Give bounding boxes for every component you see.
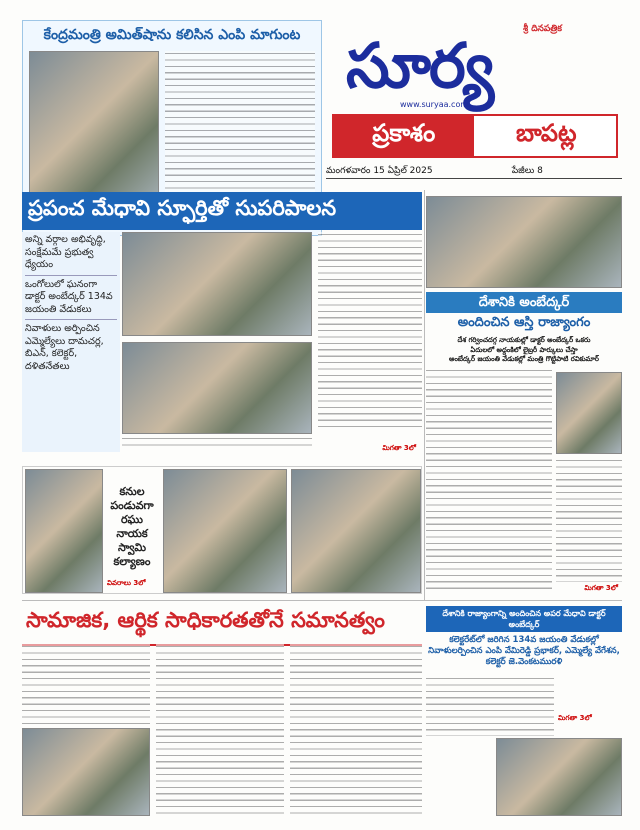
- page-count: పేజీలు 8: [511, 166, 543, 176]
- main-continued: మిగతా 3లో: [382, 444, 416, 452]
- ambedkar-story: [426, 196, 622, 596]
- ambedkar-photo-1: [426, 196, 622, 288]
- social-body-col-1: [22, 644, 150, 724]
- dateline: [326, 166, 622, 178]
- edition-right: బాపట్ల: [477, 116, 617, 156]
- suryaa-logo: సూర్య: [346, 29, 493, 102]
- sidebar-point-2: ఒంగోలులో ఘనంగా డాక్టర్ అంబేద్కర్ 134వ జయంతి వేడుకలు: [25, 278, 113, 315]
- main-sidebar: [22, 232, 120, 452]
- collectorate-continued: మిగతా 3లో: [558, 714, 592, 722]
- issue-date: మంగళవారం 15 ఏప్రిల్ 2025: [326, 166, 433, 176]
- ambedkar-headline-2: అందించిన ఆస్తి రాజ్యాంగం: [457, 315, 591, 330]
- kalyanam-caption: కనుల పండువగా రఘు నాయక స్వామి కల్యాణం: [110, 485, 154, 568]
- ambedkar-continued: మిగతా 3లో: [584, 584, 618, 592]
- edition-left: ప్రకాశం: [334, 116, 477, 156]
- ambedkar-photo-2: [556, 372, 622, 454]
- sidebar-divider: [25, 275, 117, 276]
- sidebar-point-3: నివాళులు అర్పించిన ఎమ్మెల్యేలు దామచర్ల, బిఎన్, కలెక్టర్, దళితనేతలు: [25, 323, 104, 372]
- amit-shah-headline: కేంద్రమంత్రి అమిత్‌షాను కలిసిన ఎంపి మాగుంట: [43, 27, 301, 43]
- column-rule: [424, 190, 425, 600]
- social-body-col-3: [290, 644, 422, 814]
- ambedkar-subhead-1: దేశ గర్వించదగ్గ నాయకుల్లో డాక్టర్ అంబేద్కర్ ఒకరు: [457, 336, 591, 344]
- collectorate-headline-1: దేశానికి రాజ్యాంగాన్ని అందించిన అపర మేధావి డాక్టర్ అంబేద్కర్: [426, 606, 622, 632]
- kalyanam-photo-2: [163, 469, 287, 593]
- ambedkar-body: [426, 368, 552, 592]
- kalyanam-story: [22, 466, 422, 594]
- dateline-rule: [326, 178, 622, 179]
- ambedkar-subheads: [426, 336, 622, 365]
- section-rule: [22, 600, 622, 601]
- amit-shah-photo: [29, 51, 159, 211]
- main-photo-caption: [122, 436, 312, 450]
- sidebar-divider: [25, 319, 117, 320]
- masthead-url: www.suryaa.com: [400, 100, 469, 109]
- main-photo-2: [122, 342, 312, 434]
- social-body-col-2: [156, 644, 284, 814]
- kalyanam-photo-3: [291, 469, 421, 593]
- masthead: [326, 20, 622, 158]
- sidebar-point-1: అన్ని వర్గాల అభివృద్ధి, సంక్షేమమే ప్రభుత్వ ధ్యేయం: [25, 234, 106, 270]
- main-body: [318, 232, 422, 432]
- ambedkar-subhead-2: ఏదులలో అద్దంకిలో లైబ్రరీ పార్కులు చేస్తా: [470, 345, 578, 354]
- collectorate-body: [426, 676, 554, 736]
- kalyanam-photo-1: [25, 469, 103, 593]
- collectorate-story: [426, 606, 622, 816]
- social-headline: సామాజిక, ఆర్థిక సాధికారతతోనే సమానత్వం: [22, 606, 422, 646]
- ambedkar-body-2: [556, 458, 622, 582]
- edition-box: [332, 114, 618, 158]
- main-headline: ప్రపంచ మేధావి స్ఫూర్తితో సుపరిపాలన: [22, 192, 422, 230]
- masthead-slogan: శ్రీ దినపత్రిక: [523, 24, 562, 34]
- collectorate-photo: [496, 738, 622, 816]
- social-empowerment-story: [22, 606, 422, 816]
- kalyanam-continued: వివరాలు 3లో: [107, 579, 146, 587]
- ambedkar-subhead-3: అంబేద్కర్ జయంతి వేడుకల్లో మంత్రి గొట్టిపాటి రవికుమార్: [449, 355, 599, 363]
- social-photo: [22, 728, 150, 816]
- main-story: [22, 192, 422, 454]
- main-photo-1: [122, 232, 312, 336]
- collectorate-headline-2: కలెక్టరేట్‌లో జరిగిన 134వ జయంతి వేడుకల్లో నివాళులర్పించిన ఎంపి వేమిరెడ్డి ప్రభాకర్, ఎమ్మెల్యే వేగేశన, కలెక్టర్ జె.వెంకటమురళి: [428, 635, 620, 667]
- ambedkar-headline-1: దేశానికి అంబేద్కర్: [426, 292, 622, 313]
